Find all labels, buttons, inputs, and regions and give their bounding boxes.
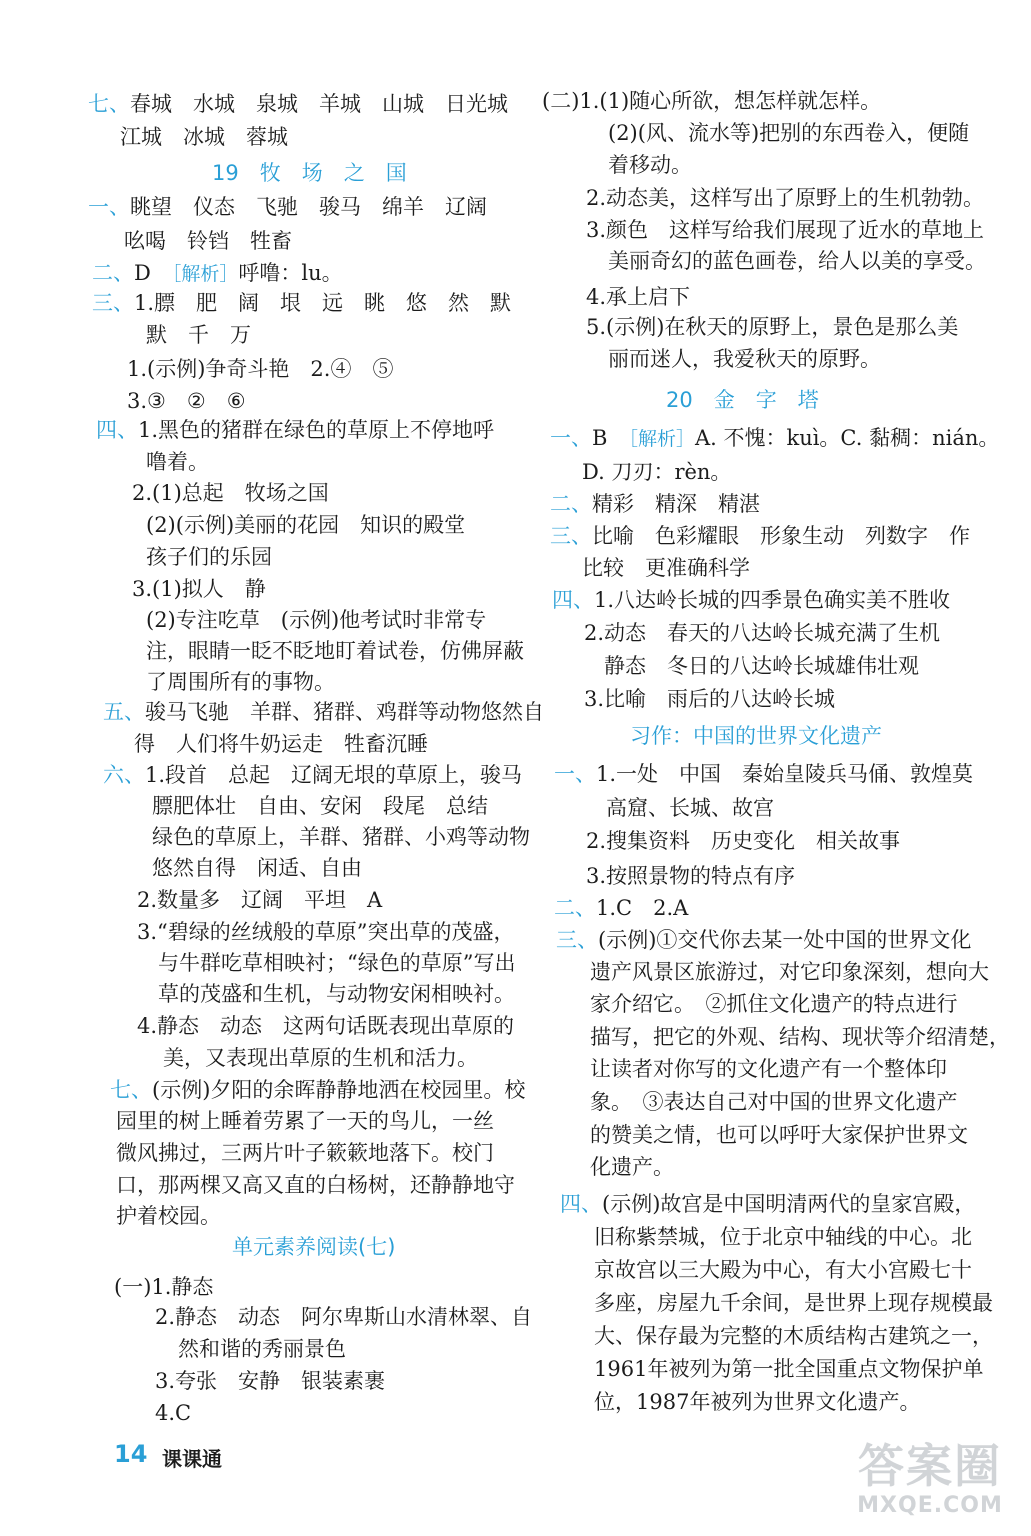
answer-line: 膘肥体壮 自由、安闲 段尾 总结 xyxy=(152,794,488,818)
answer-line: 2.(1)总起 牧场之国 xyxy=(132,481,329,505)
answer-text: 1.八达岭长城的四季景色确实美不胜收 xyxy=(594,588,951,612)
answer-line: 5.(示例)在秋天的原野上，景色是那么美 xyxy=(586,315,959,339)
answer-line: (2)(风、流水等)把别的东西卷入，便随 xyxy=(608,121,970,145)
answer-text: 呼噜：lu。 xyxy=(238,261,343,285)
question-marker: 三、 xyxy=(556,928,598,952)
answer-line: 然和谐的秀丽景色 xyxy=(178,1337,346,1361)
answer-line: 3.夸张 安静 银装素裹 xyxy=(155,1369,386,1393)
answer-line: (一)1.静态 xyxy=(114,1275,214,1299)
answer-line: (2)(示例)美丽的花园 知识的殿堂 xyxy=(146,513,466,537)
answer-text: A. 不愧：kuì。C. 黏稠：nián。 xyxy=(694,426,1000,450)
answer-text: 精彩 精深 精湛 xyxy=(592,492,760,516)
answer-line: 3.比喻 雨后的八达岭长城 xyxy=(584,687,836,711)
question-marker: 三、 xyxy=(92,291,134,315)
answer-line xyxy=(556,925,971,955)
answer-choice: B xyxy=(592,426,629,450)
answer-line: 1961年被列为第一批全国重点文物保护单 xyxy=(594,1357,984,1381)
answer-line: 高窟、长城、故宫 xyxy=(606,796,774,820)
answer-line xyxy=(103,760,522,790)
answer-line: 吆喝 铃铛 牲畜 xyxy=(124,229,292,253)
answer-line: 绿色的草原上，羊群、猪群、小鸡等动物 xyxy=(152,825,530,849)
answer-line xyxy=(88,89,508,119)
answer-line: 着移动。 xyxy=(608,153,692,177)
answer-line: 大、保存最为完整的木质结构古建筑之一， xyxy=(594,1324,993,1348)
watermark-logo: 答案圈 xyxy=(858,1439,1002,1493)
answer-text: (示例)故宫是中国明清两代的皇家宫殿， xyxy=(602,1192,976,1216)
answer-line xyxy=(552,585,950,615)
answer-line: 园里的树上睡着劳累了一天的鸟儿，一丝 xyxy=(116,1109,494,1133)
answer-line: 注，眼睛一眨不眨地盯着试卷，仿佛屏蔽 xyxy=(146,639,524,663)
answer-text: 1.C 2.A xyxy=(596,896,689,920)
lesson-heading-19: 19 牧 场 之 国 xyxy=(212,161,407,185)
answer-line: 旧称紫禁城，位于北京中轴线的中心。北 xyxy=(594,1225,972,1249)
question-marker: 七、 xyxy=(88,92,130,116)
answer-line: 3.(1)拟人 静 xyxy=(132,577,266,601)
answer-line: (二)1.(1)随心所欲，想怎样就怎样。 xyxy=(542,89,882,113)
answer-line: 化遗产。 xyxy=(590,1155,674,1179)
answer-line: 家介绍它。 ②抓住文化遗产的特点进行 xyxy=(590,992,958,1016)
answer-text: 1.段首 总起 辽阔无垠的草原上，骏马 xyxy=(145,763,523,787)
answer-line xyxy=(92,288,511,318)
answer-line: 噜着。 xyxy=(146,450,209,474)
answer-line: 草的茂盛和生机，与动物安闲相映衬。 xyxy=(158,982,515,1006)
answer-line: 悠然自得 闲适、自由 xyxy=(152,856,362,880)
answer-line: 护着校园。 xyxy=(116,1204,221,1228)
answer-line: 3.③ ② ⑥ xyxy=(127,389,246,413)
answer-line: 的赞美之情，也可以呼吁大家保护世界文 xyxy=(590,1123,968,1147)
answer-text: 1.黑色的猪群在绿色的草原上不停地呼 xyxy=(138,418,495,442)
answer-line: 4.静态 动态 这两句话既表现出草原的 xyxy=(137,1014,515,1038)
answer-line: 2.动态美，这样写出了原野上的生机勃勃。 xyxy=(586,186,985,210)
question-marker: 一、 xyxy=(550,426,592,450)
answer-line xyxy=(103,697,544,727)
answer-line: 口，那两棵又高又直的白杨树，还静静地守 xyxy=(116,1173,515,1197)
answer-text: (示例)夕阳的余晖静静地洒在校园里。校 xyxy=(152,1078,526,1102)
answer-line xyxy=(560,1189,975,1219)
answer-line xyxy=(554,893,688,923)
answer-line: 江城 冰城 蓉城 xyxy=(120,125,288,149)
answer-text: 眺望 仪态 飞驰 骏马 绵羊 辽阔 xyxy=(130,195,487,219)
question-marker: 四、 xyxy=(96,418,138,442)
answer-line: 孩子们的乐园 xyxy=(146,545,272,569)
book-brand: 课课通 xyxy=(162,1447,222,1471)
answer-text: 比喻 色彩耀眼 形象生动 列数字 作 xyxy=(592,524,970,548)
answer-line: 1.(示例)争奇斗艳 2.④ ⑤ xyxy=(127,357,394,381)
question-marker: 二、 xyxy=(550,492,592,516)
watermark-url: MXQE.COM xyxy=(857,1493,1003,1518)
answer-line xyxy=(550,423,999,454)
answer-line: 了周围所有的事物。 xyxy=(146,670,335,694)
question-marker: 一、 xyxy=(88,195,130,219)
answer-line: 描写，把它的外观、结构、现状等介绍清楚， xyxy=(590,1025,1010,1049)
answer-line: 得 人们将牛奶运走 牲畜沉睡 xyxy=(134,732,428,756)
answer-line xyxy=(554,759,973,789)
answer-line: 微风拂过，三两片叶子簌簌地落下。校门 xyxy=(116,1141,494,1165)
answer-line: 2.数量多 辽阔 平坦 A xyxy=(137,888,383,912)
answer-line xyxy=(550,489,760,519)
answer-line xyxy=(88,192,487,222)
answer-line: 静态 冬日的八达岭长城雄伟壮观 xyxy=(604,654,919,678)
answer-text: 1.一处 中国 秦始皇陵兵马俑、敦煌莫 xyxy=(596,762,974,786)
question-marker: 六、 xyxy=(103,763,145,787)
question-marker: 五、 xyxy=(103,700,145,724)
answer-line: 4.C xyxy=(155,1401,192,1425)
answer-line: 3.颜色 这样写给我们展现了近水的草地上 xyxy=(586,218,985,242)
page-number: 14 xyxy=(114,1440,148,1468)
answer-line: 4.承上启下 xyxy=(586,285,691,309)
answer-line: 多座，房屋九千余间，是世界上现存规模最 xyxy=(594,1291,993,1315)
answer-text: 1.膘 肥 阔 垠 远 眺 悠 然 默 xyxy=(134,291,512,315)
answer-line: 让读者对你写的文化遗产有一个整体印 xyxy=(590,1057,947,1081)
answer-line xyxy=(92,258,343,289)
answer-line: 比较 更准确科学 xyxy=(582,556,750,580)
answer-line: 丽而迷人，我爱秋天的原野。 xyxy=(608,347,881,371)
question-marker: 二、 xyxy=(554,896,596,920)
analysis-tag: ［解析］ xyxy=(171,263,239,285)
question-marker: 一、 xyxy=(554,762,596,786)
question-marker: 四、 xyxy=(552,588,594,612)
answer-line: 2.动态 春天的八达岭长城充满了生机 xyxy=(584,621,941,645)
answer-line: 默 千 万 xyxy=(146,323,251,347)
answer-text: 骏马飞驰 羊群、猪群、鸡群等动物悠然自 xyxy=(145,700,544,724)
analysis-tag: ［解析］ xyxy=(628,428,695,450)
answer-line: 遗产风景区旅游过，对它印象深刻，想向大 xyxy=(590,960,989,984)
answer-line: 2.静态 动态 阿尔卑斯山水清林翠、自 xyxy=(155,1305,533,1329)
answer-line: 象。 ③表达自己对中国的世界文化遗产 xyxy=(590,1090,958,1114)
answer-line: 3.按照景物的特点有序 xyxy=(586,864,796,888)
question-marker: 三、 xyxy=(550,524,592,548)
unit-reading-heading: 单元素养阅读(七) xyxy=(232,1235,396,1259)
writing-heading: 习作：中国的世界文化遗产 xyxy=(630,724,882,748)
answer-text: 春城 水城 泉城 羊城 山城 日光城 xyxy=(130,92,508,116)
answer-line: 2.搜集资料 历史变化 相关故事 xyxy=(586,829,901,853)
answer-line xyxy=(110,1075,525,1105)
answer-line: D. 刀刃：rèn。 xyxy=(582,460,732,484)
answer-line: 美丽奇幻的蓝色画卷，给人以美的享受。 xyxy=(608,249,986,273)
answer-line: (2)专注吃草 (示例)他考试时非常专 xyxy=(146,608,487,632)
question-marker: 四、 xyxy=(560,1192,602,1216)
watermark xyxy=(835,1440,1025,1530)
answer-line: 京故宫以三大殿为中心，有大小宫殿七十 xyxy=(594,1258,972,1282)
answer-line: 美，又表现出草原的生机和活力。 xyxy=(163,1046,478,1070)
answer-line xyxy=(96,415,494,445)
lesson-heading-20: 20 金 字 塔 xyxy=(666,388,819,412)
answer-line: 与牛群吃草相映衬；“绿色的草原”写出 xyxy=(158,951,516,975)
answer-line xyxy=(550,521,970,551)
answer-choice: D xyxy=(134,261,172,285)
question-marker: 七、 xyxy=(110,1078,152,1102)
question-marker: 二、 xyxy=(92,261,134,285)
answer-line: 3.“碧绿的丝绒般的草原”突出草的茂盛， xyxy=(137,920,515,944)
answer-text: (示例)①交代你去某一处中国的世界文化 xyxy=(598,928,972,952)
answer-line: 位，1987年被列为世界文化遗产。 xyxy=(594,1390,921,1414)
